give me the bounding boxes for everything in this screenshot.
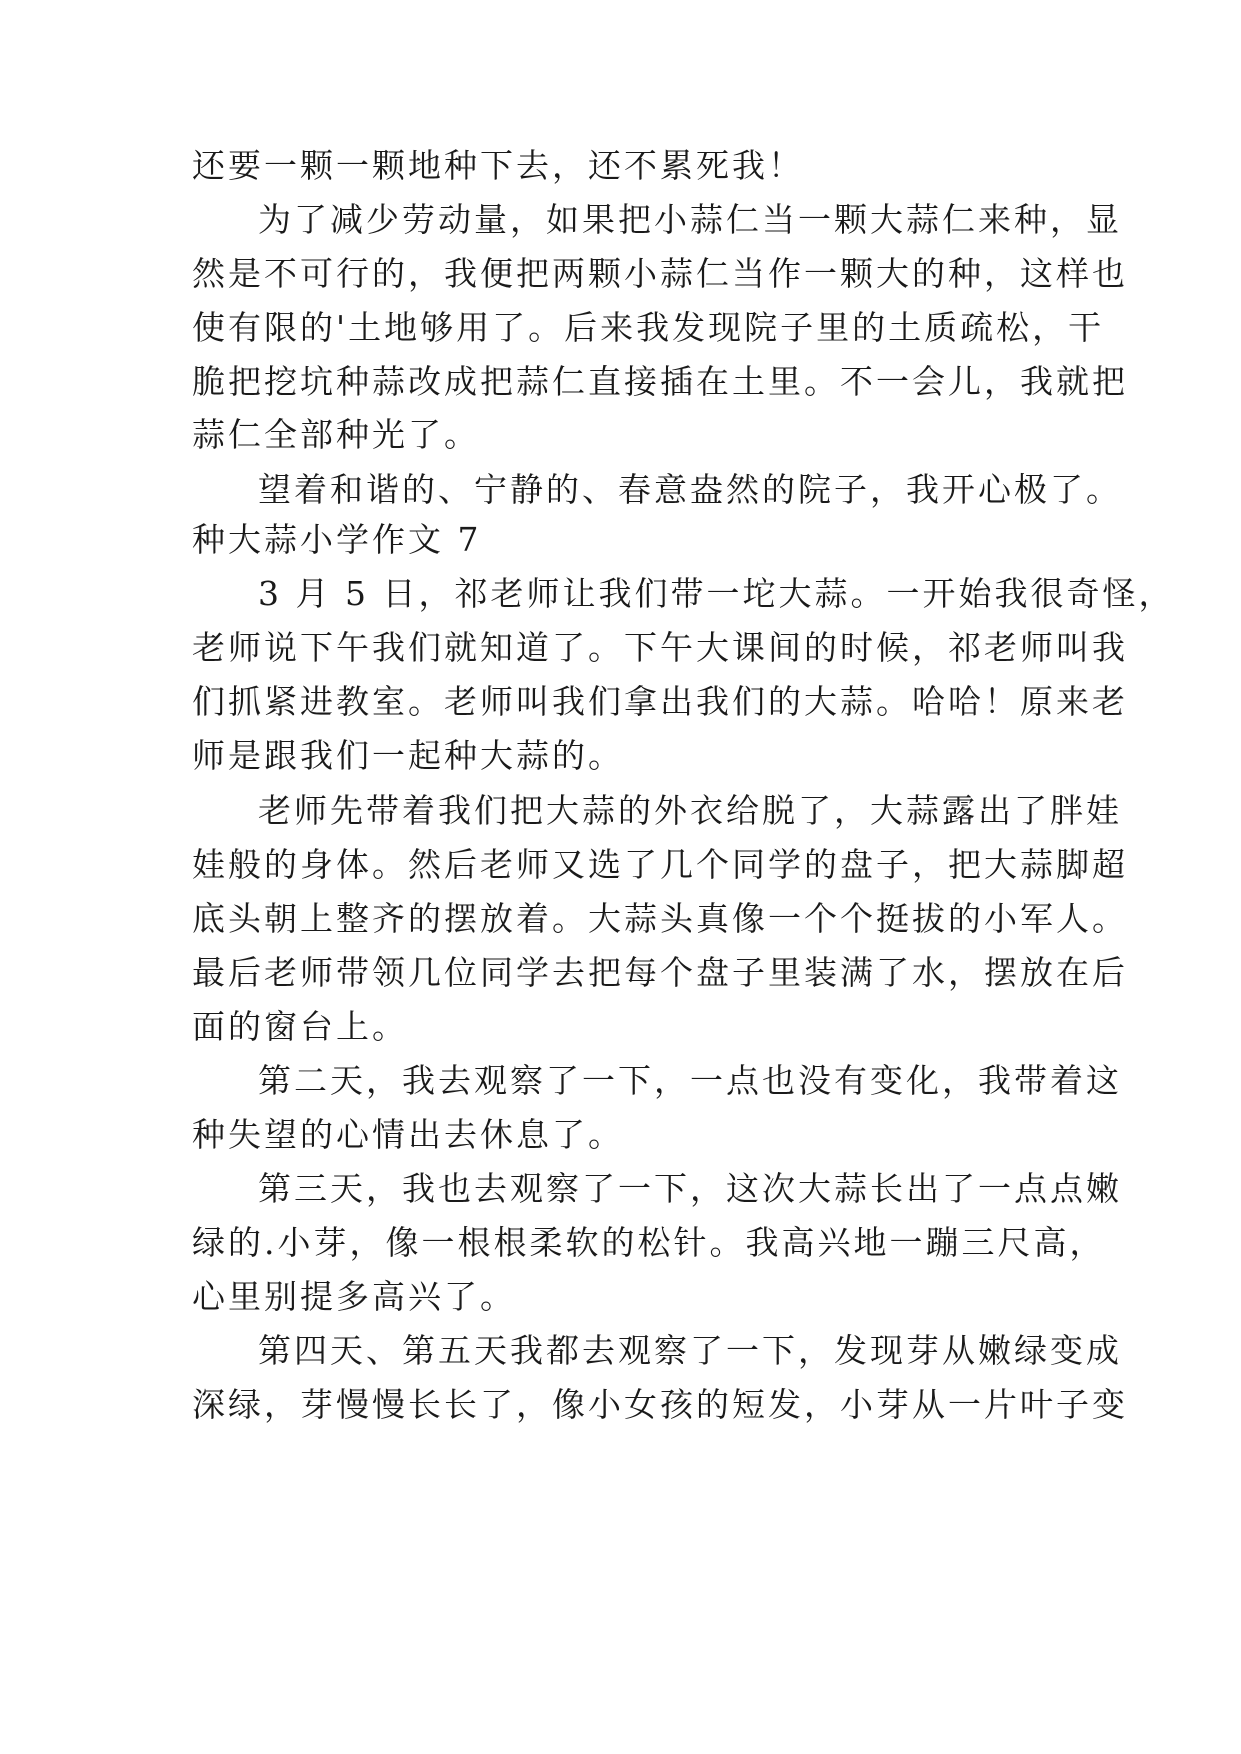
text-line: 脆把挖坑种蒜改成把蒜仁直接插在土里。不一会儿，我就把 xyxy=(192,362,1128,401)
text-line: 们抓紧进教室。老师叫我们拿出我们的大蒜。哈哈！原来老 xyxy=(192,682,1128,721)
text-line: 绿的.小芽，像一根根柔软的松针。我高兴地一蹦三尺高， xyxy=(192,1223,1106,1262)
paragraph-start-line: 3 月 5 日，祁老师让我们带一坨大蒜。一开始我很奇怪， xyxy=(258,574,1175,613)
text-line: 最后老师带领几位同学去把每个盘子里装满了水，摆放在后 xyxy=(192,953,1128,992)
section-heading: 种大蒜小学作文 7 xyxy=(192,520,482,559)
text-line: 师是跟我们一起种大蒜的。 xyxy=(192,736,624,775)
text-line: 老师说下午我们就知道了。下午大课间的时候，祁老师叫我 xyxy=(192,628,1128,667)
paragraph-start-line: 老师先带着我们把大蒜的外衣给脱了，大蒜露出了胖娃 xyxy=(258,791,1122,830)
paragraph-start-line: 第二天，我去观察了一下，一点也没有变化，我带着这 xyxy=(258,1061,1122,1100)
paragraph-start-line: 第三天，我也去观察了一下，这次大蒜长出了一点点嫩 xyxy=(258,1169,1122,1208)
text-line: 底头朝上整齐的摆放着。大蒜头真像一个个挺拔的小军人。 xyxy=(192,899,1128,938)
text-line: 种失望的心情出去休息了。 xyxy=(192,1115,624,1154)
text-line: 还要一颗一颗地种下去，还不累死我！ xyxy=(192,146,804,185)
paragraph-start-line: 望着和谐的、宁静的、春意盎然的院子，我开心极了。 xyxy=(258,470,1122,509)
text-line: 然是不可行的，我便把两颗小蒜仁当作一颗大的种，这样也 xyxy=(192,254,1128,293)
paragraph-start-line: 第四天、第五天我都去观察了一下，发现芽从嫩绿变成 xyxy=(258,1331,1122,1370)
text-line: 面的窗台上。 xyxy=(192,1007,408,1046)
text-line: 娃般的身体。然后老师又选了几个同学的盘子，把大蒜脚超 xyxy=(192,845,1128,884)
text-line: 使有限的'土地够用了。后来我发现院子里的土质疏松，干 xyxy=(192,308,1105,347)
text-line: 蒜仁全部种光了。 xyxy=(192,415,480,454)
paragraph-start-line: 为了减少劳动量，如果把小蒜仁当一颗大蒜仁来种，显 xyxy=(258,200,1122,239)
text-line: 心里别提多高兴了。 xyxy=(192,1277,516,1316)
text-line: 深绿，芽慢慢长长了，像小女孩的短发，小芽从一片叶子变 xyxy=(192,1385,1128,1424)
